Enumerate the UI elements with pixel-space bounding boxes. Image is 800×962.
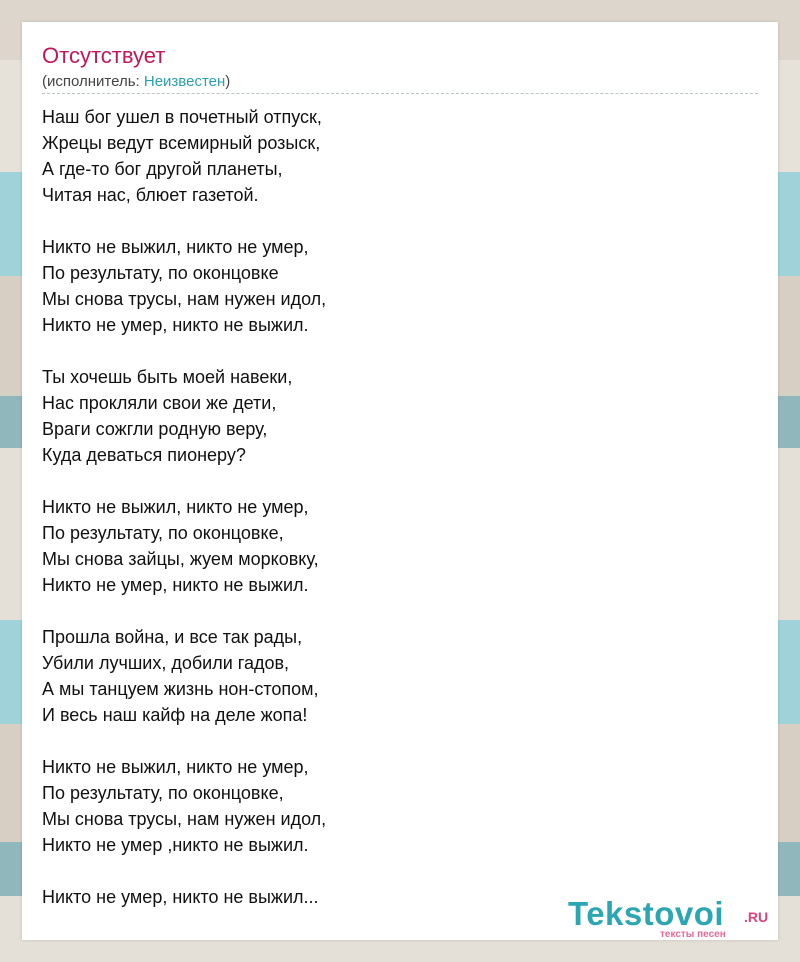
lyric-line: Никто не умер, никто не выжил. [42, 575, 309, 595]
lyric-line: Никто не умер ,никто не выжил. [42, 835, 309, 855]
lyric-line [42, 728, 742, 754]
lyric-line: Мы снова трусы, нам нужен идол, [42, 289, 327, 309]
lyric-line: Прошла война, и все так рады, [42, 627, 303, 647]
lyric-line [42, 338, 742, 364]
lyric-line: Убили лучших, добили гадов, [42, 653, 290, 673]
lyric-line: Жрецы ведут всемирный розыск, [42, 133, 321, 153]
lyric-line: Никто не умер, никто не выжил. [42, 315, 309, 335]
site-logo[interactable] [568, 896, 778, 942]
lyric-line: Никто не выжил, никто не умер, [42, 237, 309, 257]
lyric-line: Никто не выжил, никто не умер, [42, 757, 309, 777]
lyric-line: Мы снова трусы, нам нужен идол, [42, 809, 327, 829]
artist-link[interactable]: Неизвестен [143, 73, 226, 90]
lyric-line: Никто не умер, никто не выжил... [42, 887, 319, 907]
lyric-line: Мы снова зайцы, жуем морковку, [42, 549, 319, 569]
logo-tld: .RU [744, 909, 769, 925]
lyric-line: Нас прокляли свои же дети, [42, 393, 277, 413]
logo-tagline: тексты песен [660, 929, 726, 940]
lyric-line: По результату, по оконцовке, [42, 783, 284, 803]
lyrics-text [42, 104, 742, 910]
lyric-line: Читая нас, блюет газетой. [42, 185, 259, 205]
lyric-line: Наш бог ушел в почетный отпуск, [42, 107, 322, 127]
lyrics-card [22, 22, 778, 940]
artist-suffix: ) [225, 73, 231, 90]
lyric-line: Враги сожгли родную веру, [42, 419, 268, 439]
lyric-line [42, 858, 742, 884]
lyric-line: И весь наш кайф на деле жопа! [42, 705, 308, 725]
lyric-line: А где-то бог другой планеты, [42, 159, 283, 179]
lyric-line [42, 468, 742, 494]
lyric-line [42, 598, 742, 624]
lyric-line: Ты хочешь быть моей навеки, [42, 367, 293, 387]
lyric-line: По результату, по оконцовке, [42, 523, 284, 543]
logo-wordmark: Tekstovoi [568, 895, 725, 932]
lyric-line [42, 208, 742, 234]
artist-line [42, 73, 758, 94]
lyric-line: А мы танцуем жизнь нон-стопом, [42, 679, 319, 699]
lyric-line: Куда деваться пионеру? [42, 445, 246, 465]
artist-prefix: (исполнитель: [42, 73, 144, 90]
lyric-line: По результату, по оконцовке [42, 263, 279, 283]
song-title: Отсутствует [42, 43, 166, 68]
lyric-line: Никто не выжил, никто не умер, [42, 497, 309, 517]
